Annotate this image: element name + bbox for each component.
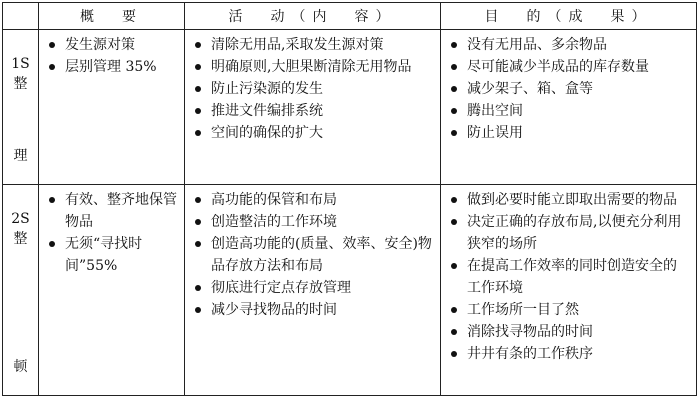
list-item: 决定正确的存放布局,以便充分利用狭窄的场所 <box>449 211 690 255</box>
list-item: 减少架子、箱、盒等 <box>449 78 690 100</box>
list-item: 做到必要时能立即取出需要的物品 <box>449 189 690 211</box>
activities-cell <box>185 185 441 396</box>
row-label <box>3 30 39 185</box>
header-activities: 活 动（内 容） <box>185 3 441 30</box>
list-item: 防止污染源的发生 <box>193 78 434 100</box>
row-label <box>3 185 39 396</box>
row-char-bottom: 理 <box>13 148 28 164</box>
header-goals: 目 的（成 果） <box>441 3 697 30</box>
row-char: 整 <box>13 231 28 247</box>
list-item: 减少寻找物品的时间 <box>193 299 434 321</box>
list-item: 高功能的保管和布局 <box>193 189 434 211</box>
row-char: 整 <box>13 76 28 92</box>
list-item: 明确原则,大胆果断清除无用物品 <box>193 56 434 78</box>
list-item: 防止误用 <box>449 122 690 144</box>
table-row <box>3 185 697 396</box>
goals-cell <box>441 30 697 185</box>
list-item: 井井有条的工作秩序 <box>449 343 690 365</box>
table-row <box>3 30 697 185</box>
list-item: 无须“寻找时间”55% <box>47 233 178 277</box>
header-row <box>3 3 697 30</box>
activities-cell <box>185 30 441 185</box>
goals-cell <box>441 185 697 396</box>
list-item: 创造整洁的工作环境 <box>193 211 434 233</box>
list-item: 腾出空间 <box>449 100 690 122</box>
header-corner <box>3 3 39 30</box>
overview-cell <box>39 30 185 185</box>
row-number: 2S <box>11 211 30 227</box>
list-item: 工作场所一目了然 <box>449 299 690 321</box>
header-overview: 概 要 <box>39 3 185 30</box>
list-item: 没有无用品、多余物品 <box>449 34 690 56</box>
list-item: 彻底进行定点存放管理 <box>193 277 434 299</box>
list-item: 消除找寻物品的时间 <box>449 321 690 343</box>
list-item: 清除无用品,采取发生源对策 <box>193 34 434 56</box>
list-item: 发生源对策 <box>47 34 178 56</box>
list-item: 创造高功能的(质量、效率、安全)物品存放方法和布局 <box>193 233 434 277</box>
list-item: 推进文件编排系统 <box>193 100 434 122</box>
five-s-table <box>2 2 697 396</box>
row-number: 1S <box>11 56 30 72</box>
list-item: 层别管理 35% <box>47 56 178 78</box>
list-item: 尽可能减少半成品的库存数量 <box>449 56 690 78</box>
list-item: 有效、整齐地保管物品 <box>47 189 178 233</box>
list-item: 在提高工作效率的同时创造安全的工作环境 <box>449 255 690 299</box>
overview-cell <box>39 185 185 396</box>
row-char-bottom: 顿 <box>13 359 28 375</box>
list-item: 空间的确保的扩大 <box>193 122 434 144</box>
